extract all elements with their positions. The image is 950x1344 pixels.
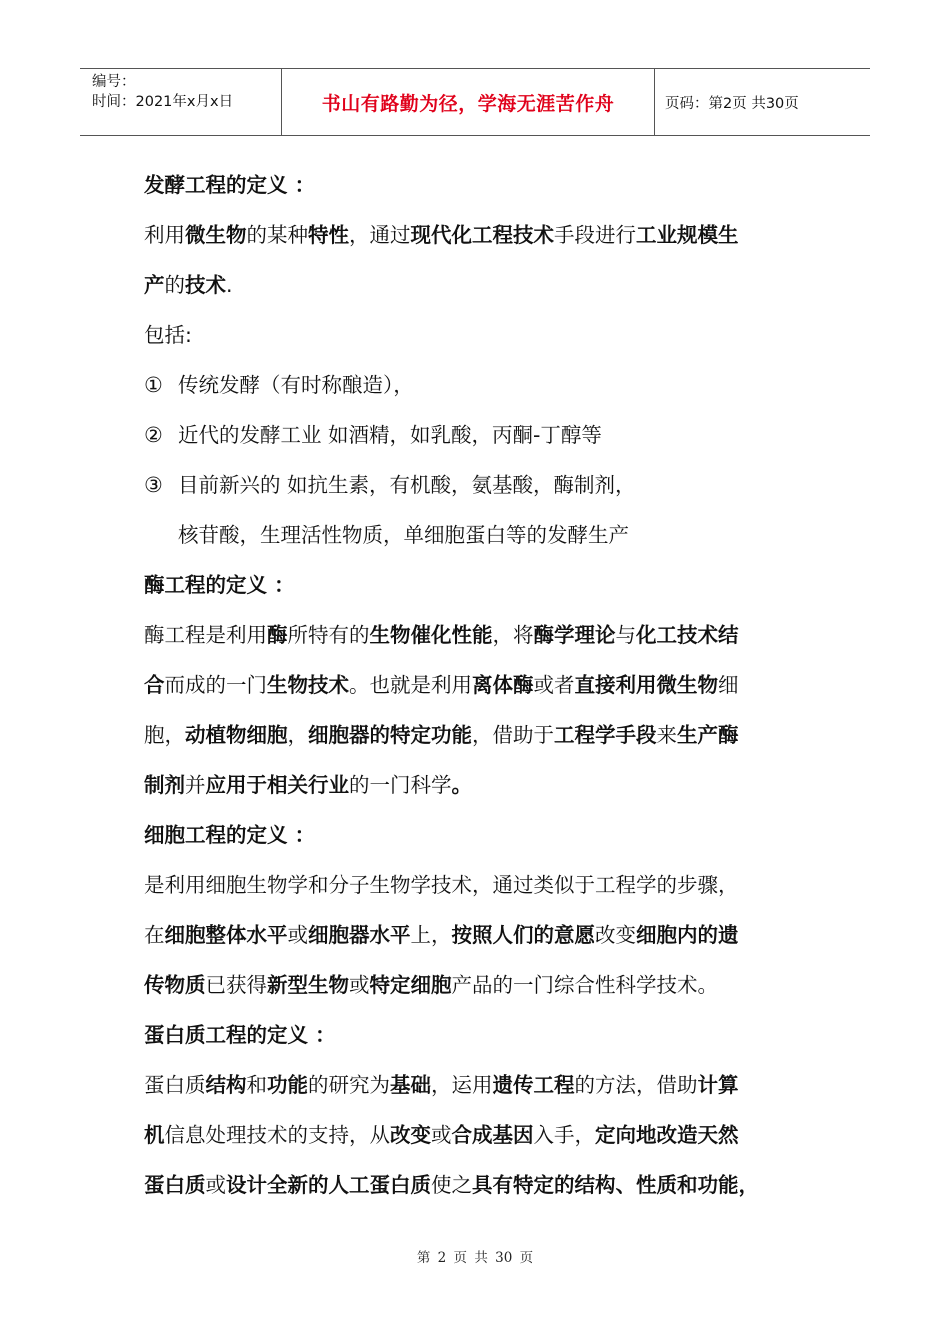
text-line bbox=[144, 960, 824, 1010]
page-header bbox=[80, 68, 870, 136]
text-line bbox=[144, 710, 824, 760]
text-run: 是利用细胞生物学和分子生物学技术，通过类似于工程学的步骤， bbox=[144, 873, 739, 897]
bold-term: 工业规模生 bbox=[636, 223, 739, 247]
bold-term: 特性 bbox=[308, 223, 349, 247]
text-run: 的研究为 bbox=[308, 1073, 390, 1097]
text-line bbox=[144, 310, 824, 360]
page-footer: 第 2 页 共 30 页 bbox=[416, 1250, 534, 1266]
text-run: 在 bbox=[144, 923, 165, 947]
bold-term: 新型生物 bbox=[267, 973, 349, 997]
bold-term: 。 bbox=[451, 773, 472, 797]
text-line bbox=[144, 360, 824, 410]
text-run: 或 bbox=[431, 1123, 452, 1147]
text-run: ，运用 bbox=[431, 1073, 493, 1097]
bold-term: 具有特定的结构、性质和功能 bbox=[472, 1173, 739, 1197]
text-run: 而成的一门 bbox=[164, 673, 267, 697]
text-run: 的 bbox=[164, 273, 185, 297]
text-run: 细 bbox=[718, 673, 739, 697]
text-line bbox=[144, 1160, 824, 1210]
text-run: 胞， bbox=[144, 723, 185, 747]
text-run: 入手， bbox=[533, 1123, 595, 1147]
text-run: 信息处理技术的支持，从 bbox=[164, 1123, 390, 1147]
text-run: 手段进行 bbox=[554, 223, 636, 247]
text-run: ， bbox=[287, 723, 308, 747]
text-run: 产品的一门综合性科学技术。 bbox=[451, 973, 718, 997]
bold-term: 动植物细胞 bbox=[185, 723, 288, 747]
bold-term: 制剂 bbox=[144, 773, 185, 797]
text-run: 上， bbox=[410, 923, 452, 947]
text-line bbox=[144, 210, 824, 260]
bold-term: ， bbox=[738, 1173, 759, 1197]
text-run: 传统发酵（有时称酿造）， bbox=[178, 373, 414, 397]
bold-term: 计算 bbox=[697, 1073, 739, 1097]
bold-term: 基础 bbox=[390, 1073, 431, 1097]
text-run: 与 bbox=[615, 623, 636, 647]
text-run: 来 bbox=[656, 723, 677, 747]
text-line bbox=[144, 1110, 824, 1160]
text-run: 利用 bbox=[144, 223, 185, 247]
text-run: 的方法，借助 bbox=[574, 1073, 698, 1097]
text-line bbox=[144, 810, 824, 860]
bold-term: 酶学理论 bbox=[533, 623, 616, 647]
text-line bbox=[144, 860, 824, 910]
text-run: ，借助于 bbox=[472, 723, 554, 747]
list-marker: ① bbox=[144, 373, 163, 397]
bold-term: 酶 bbox=[267, 623, 288, 647]
bold-term: 离体酶 bbox=[472, 673, 534, 697]
text-run: 和 bbox=[246, 1073, 267, 1097]
bold-term: 细胞内的遗 bbox=[636, 923, 739, 947]
bold-term: 酶工程的定义 ： bbox=[144, 573, 295, 597]
bold-term: 按照人们的意愿 bbox=[451, 923, 595, 947]
text-run: 或 bbox=[205, 1173, 226, 1197]
text-run: 。也就是利用 bbox=[349, 673, 472, 697]
text-run: 酶工程是利用 bbox=[144, 623, 267, 647]
bold-term: 化工技术结 bbox=[636, 623, 739, 647]
header-meta bbox=[80, 69, 282, 135]
text-run: 核苷酸，生理活性物质，单细胞蛋白等的发酵生产 bbox=[178, 523, 629, 547]
bold-term: 微生物 bbox=[185, 223, 247, 247]
text-line bbox=[144, 610, 824, 660]
bold-term: 传物质 bbox=[144, 973, 206, 997]
bold-term: 合成基因 bbox=[451, 1123, 534, 1147]
bold-term: 细胞工程的定义 ： bbox=[144, 823, 316, 847]
bold-term: 设计全新的人工蛋白质 bbox=[226, 1173, 431, 1197]
text-run: ，通过 bbox=[349, 223, 411, 247]
bold-term: 生产酶 bbox=[677, 723, 739, 747]
serial-label: 编号： bbox=[92, 74, 136, 90]
text-run: 或 bbox=[287, 923, 308, 947]
text-line bbox=[144, 660, 824, 710]
text-run: 所特有的 bbox=[287, 623, 370, 647]
header-page-info: 页码：第2页 共30页 bbox=[665, 95, 799, 112]
bold-term: 现代化工程技术 bbox=[410, 223, 554, 247]
text-line bbox=[144, 260, 824, 310]
text-run: ，将 bbox=[492, 623, 534, 647]
bold-term: 合 bbox=[144, 673, 165, 697]
text-run: 已获得 bbox=[205, 973, 267, 997]
bold-term: 生物催化性能 bbox=[369, 623, 493, 647]
list-marker: ② bbox=[144, 423, 163, 447]
text-run: 蛋白质 bbox=[144, 1073, 206, 1097]
text-line bbox=[144, 1010, 824, 1060]
bold-term: 定向地改造天然 bbox=[595, 1123, 739, 1147]
text-run: 包括: bbox=[144, 323, 192, 347]
text-run: . bbox=[226, 273, 233, 297]
text-run: 的某种 bbox=[246, 223, 308, 247]
bold-term: 细胞整体水平 bbox=[164, 923, 288, 947]
bold-term: 蛋白质 bbox=[144, 1173, 206, 1197]
bold-term: 结构 bbox=[205, 1073, 247, 1097]
bold-term: 技术 bbox=[185, 273, 226, 297]
bold-term: 细胞器的特定功能 bbox=[308, 723, 472, 747]
list-marker: ③ bbox=[144, 473, 163, 497]
text-line bbox=[144, 560, 824, 610]
text-run: 使之 bbox=[431, 1173, 472, 1197]
document-body bbox=[144, 160, 824, 1210]
text-line bbox=[144, 910, 824, 960]
bold-term: 特定细胞 bbox=[369, 973, 452, 997]
text-line bbox=[144, 410, 824, 460]
bold-term: 改变 bbox=[390, 1123, 431, 1147]
text-run: 或者 bbox=[533, 673, 575, 697]
text-run: 的一门科学 bbox=[349, 773, 452, 797]
text-line bbox=[144, 1060, 824, 1110]
time-label: 时间：2021年x月x日 bbox=[92, 94, 234, 110]
text-run: 或 bbox=[349, 973, 370, 997]
bold-term: 工程学手段 bbox=[554, 723, 657, 747]
text-run: 近代的发酵工业 如酒精，如乳酸，丙酮-丁醇等 bbox=[178, 423, 602, 447]
text-run: 并 bbox=[185, 773, 206, 797]
bold-term: 机 bbox=[144, 1123, 165, 1147]
text-run: 目前新兴的 如抗生素，有机酸，氨基酸，酶制剂， bbox=[178, 473, 636, 497]
bold-term: 遗传工程 bbox=[492, 1073, 575, 1097]
header-motto: 书山有路勤为径，学海无涯苦作舟 bbox=[282, 69, 655, 135]
text-line bbox=[144, 460, 824, 510]
bold-term: 生物技术 bbox=[267, 673, 349, 697]
bold-term: 蛋白质工程的定义 ： bbox=[144, 1023, 336, 1047]
bold-term: 产 bbox=[144, 273, 165, 297]
bold-term: 发酵工程的定义 ： bbox=[144, 173, 316, 197]
text-line bbox=[144, 160, 824, 210]
bold-term: 应用于相关行业 bbox=[205, 773, 349, 797]
bold-term: 细胞器水平 bbox=[308, 923, 411, 947]
bold-term: 直接利用微生物 bbox=[574, 673, 718, 697]
text-run: 改变 bbox=[595, 923, 636, 947]
text-line bbox=[144, 510, 824, 560]
bold-term: 功能 bbox=[267, 1073, 308, 1097]
text-line bbox=[144, 760, 824, 810]
